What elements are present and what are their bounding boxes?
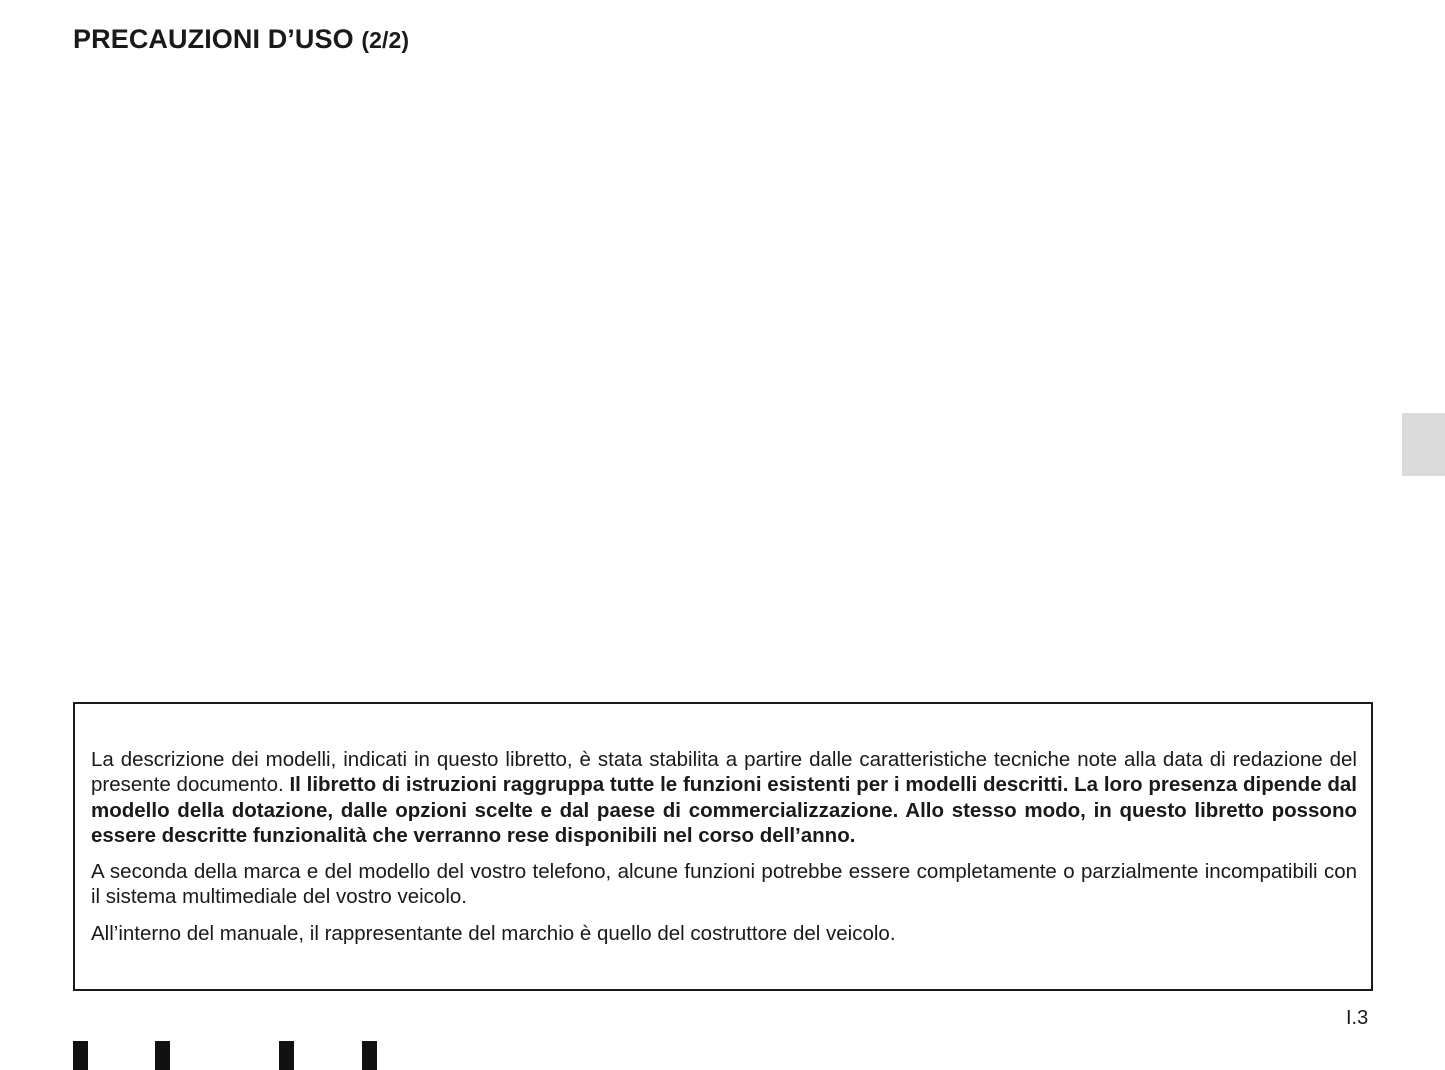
notice-paragraph-models-bold: Il libretto di istruzioni raggruppa tutte le funzioni esistenti per i modelli descritti. La loro presenza dipende dal modello della dotazione, dalle opzioni scelte e dal paese di commercializzazione. Allo stesso modo, in questo libretto possono essere descritte funzionalità che verranno rese disponibili nel corso dell’anno. (91, 773, 1357, 847)
crop-mark (155, 1041, 170, 1070)
notice-paragraph-models-text: La descrizione dei modelli, indicati in questo libretto, è stata stabilita a partire dalle caratteristiche tecniche note alla data di redazione del presente documento. (91, 748, 1357, 797)
page-title-part: (2/2) (361, 27, 410, 53)
page-title (73, 24, 409, 55)
notice-paragraph-models (91, 747, 1357, 848)
notice-content (91, 747, 1357, 946)
page-title-text: PRECAUZIONI D’USO (73, 24, 354, 54)
page-number: I.3 (1346, 1007, 1369, 1029)
section-tab-marker (1402, 413, 1445, 476)
notice-paragraph-phone (91, 859, 1357, 910)
notice-box (73, 702, 1373, 991)
crop-mark (279, 1041, 294, 1070)
crop-mark (362, 1041, 377, 1070)
notice-paragraph-brand (91, 921, 1357, 946)
crop-mark (73, 1041, 88, 1070)
notice-paragraph-phone-text: A seconda della marca e del modello del vostro telefono, alcune funzioni potrebbe essere completamente o parzialmente incompatibili con il sistema multimediale del vostro veicolo. (91, 860, 1357, 909)
notice-paragraph-brand-text: All’interno del manuale, il rappresentante del marchio è quello del costruttore del veicolo. (91, 921, 896, 945)
